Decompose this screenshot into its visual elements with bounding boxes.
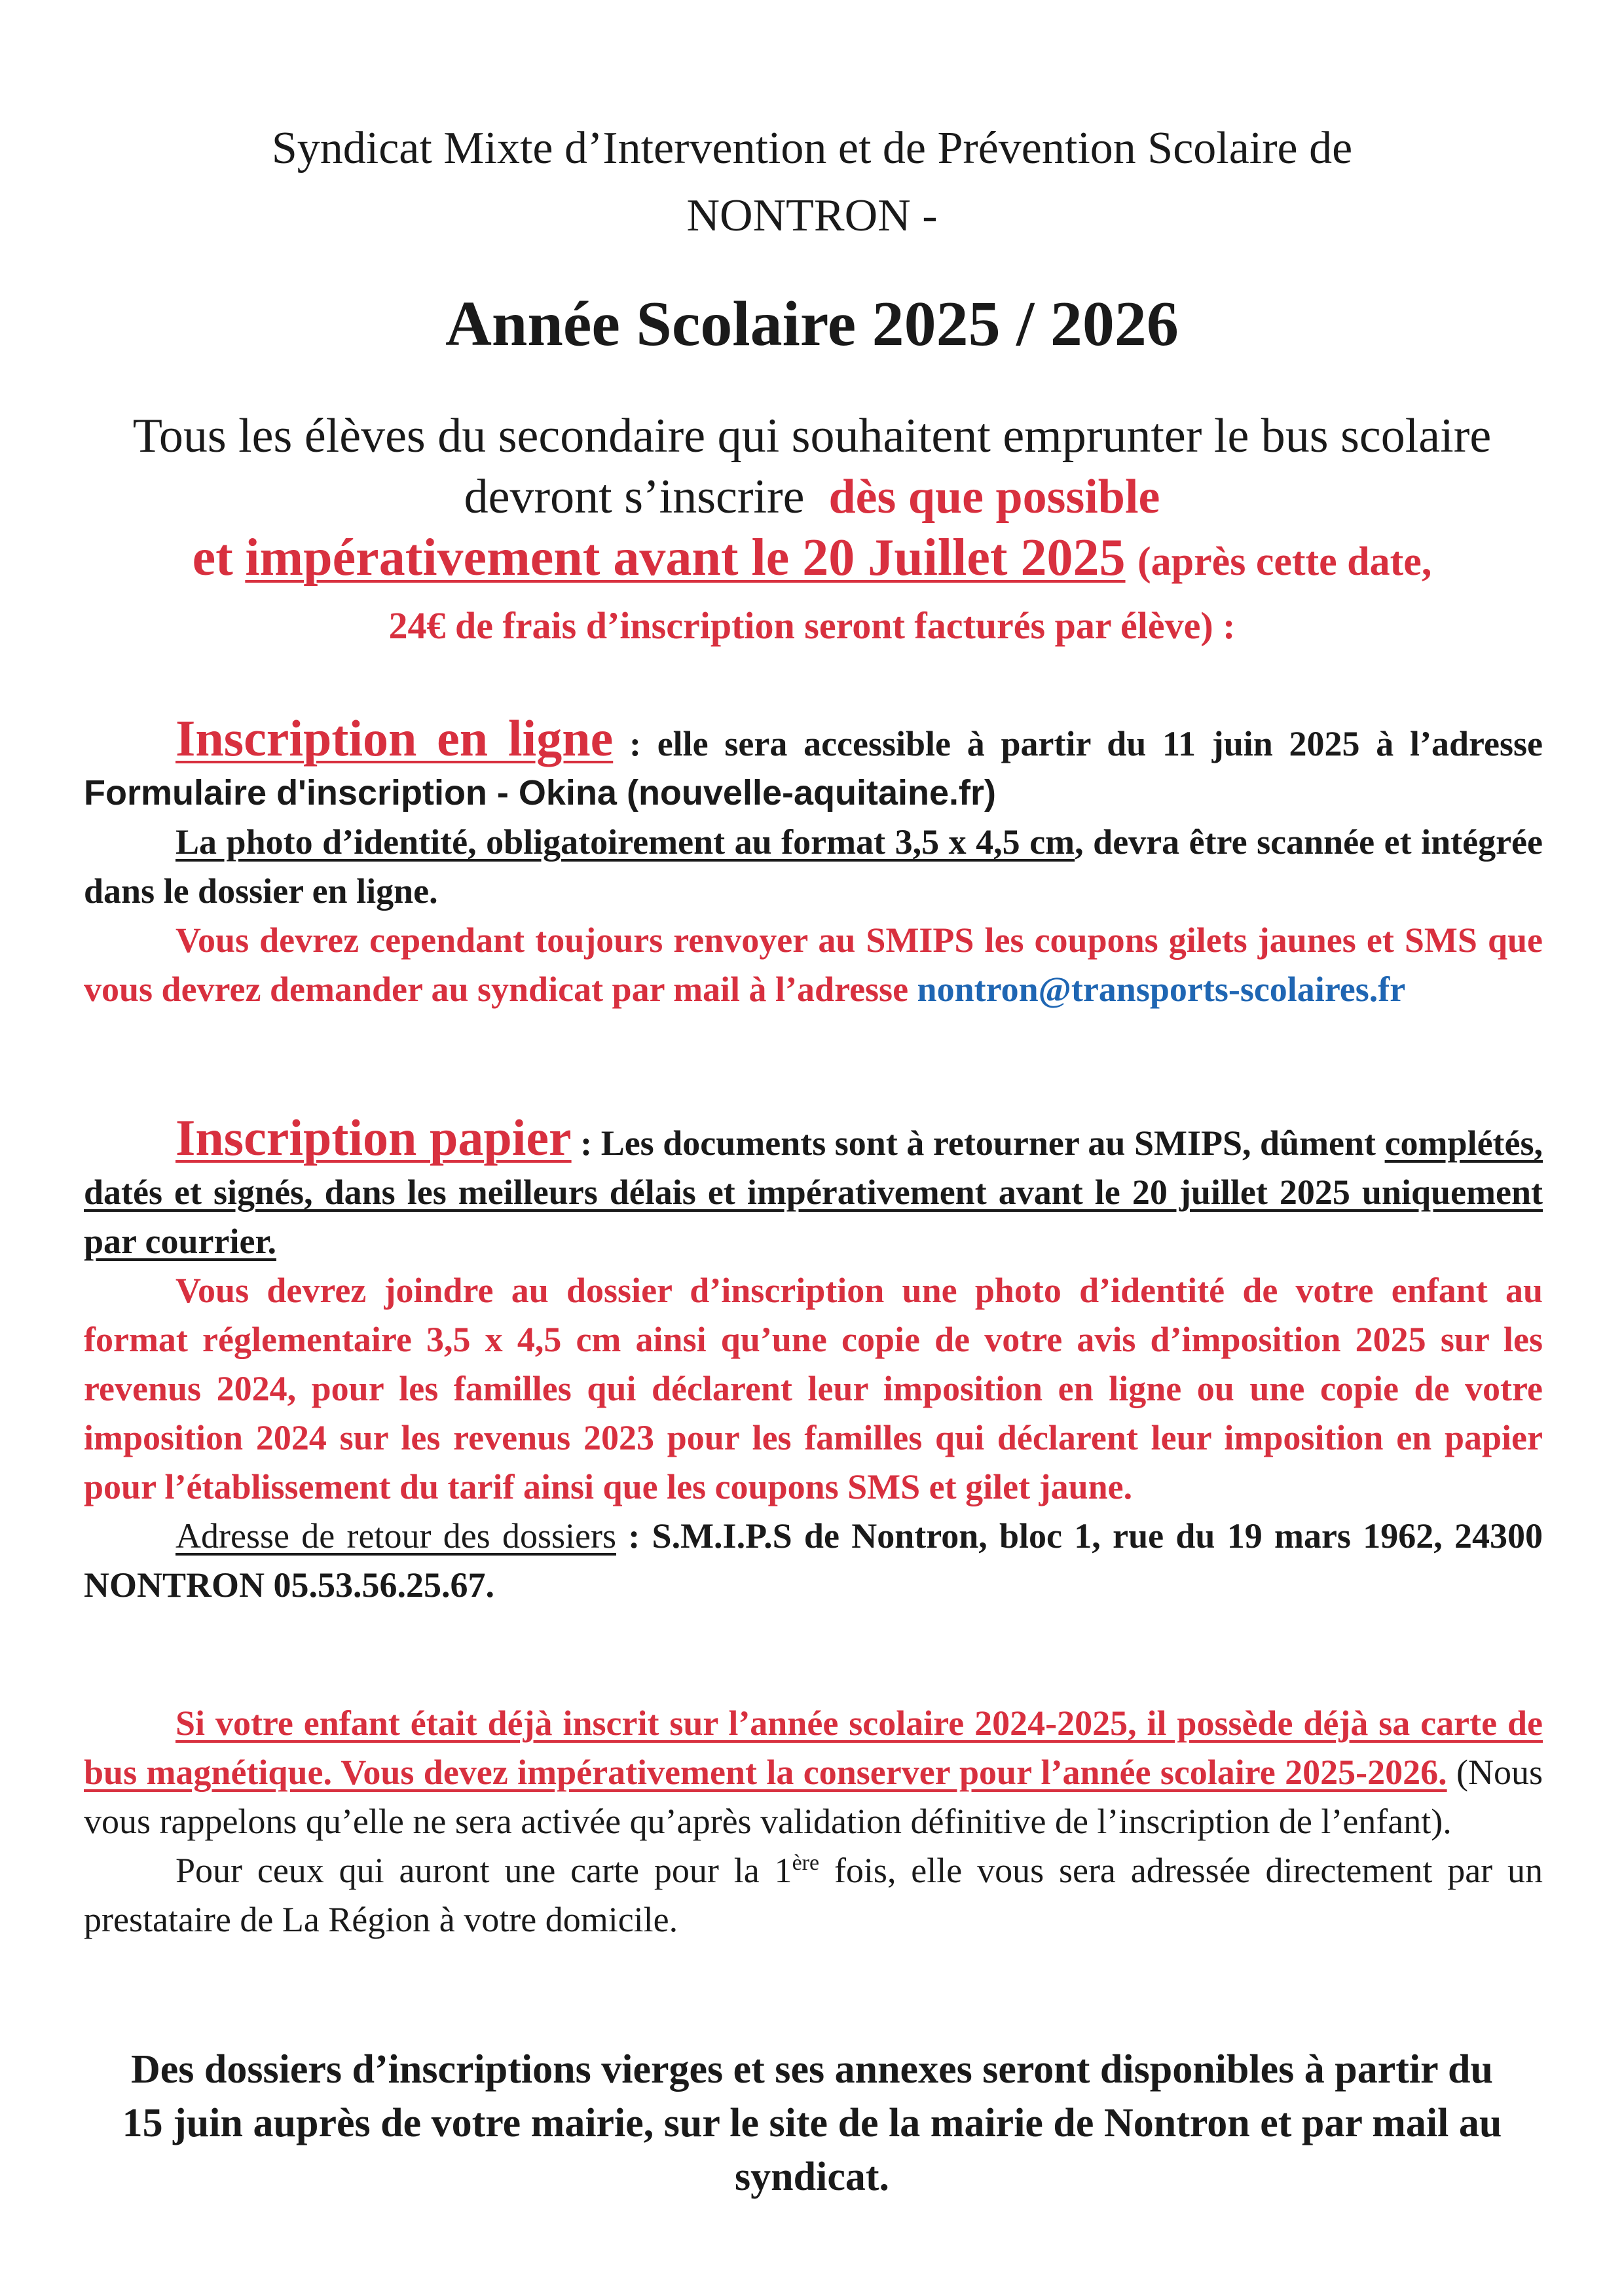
paper-registration-text: : Les documents sont à retourner au SMIPS, dûment xyxy=(580,1123,1376,1163)
paper-registration-title: Inscription papier xyxy=(175,1109,572,1166)
blank-forms-availability: Des dossiers d’inscriptions vierges et ses annexes seront disponibles à partir du 15 juin auprès de votre mairie, sur le site de la mairie de Nontron et par mail au syndicat. xyxy=(122,2047,1502,2199)
photo-scan-instruction: , devra être scannée et intégrée dans le dossier en ligne. xyxy=(84,822,1543,911)
bus-card-activation-reminder: (Nous vous rappelons qu’elle ne sera activée qu’après validation définitive de l’inscription de l’enfant). xyxy=(84,1753,1543,1841)
registration-form-link[interactable]: Formulaire d'inscription - Okina (nouvelle-aquitaine.fr) xyxy=(84,773,997,812)
intro-after-date: (après cette date, xyxy=(1137,539,1432,584)
intro-and: et xyxy=(192,529,233,587)
intro-asap: dès que possible xyxy=(828,470,1160,524)
new-card-text-a: Pour ceux qui auront une carte pour la 1 xyxy=(175,1851,792,1890)
required-documents-notice: Vous devrez joindre au dossier d’inscription une photo d’identité de votre enfant au format réglementaire 3,5 x 4,5 cm ainsi qu’une copie de votre avis d’imposition 2025 sur les revenus 2024, pour les familles qui déclarent leur imposition en ligne ou une copie de votre imposition 2024 sur les revenus 2023 pour les familles qui déclarent leur imposition en papier pour l’établissement du tarif ainsi que les coupons SMS et gilet jaune. xyxy=(84,1271,1543,1506)
organization-name-line1: Syndicat Mixte d’Intervention et de Prévention Scolaire de xyxy=(271,123,1353,173)
intro-deadline: impérativement avant le 20 Juillet 2025 xyxy=(245,529,1126,587)
intro-paragraph xyxy=(98,406,1526,656)
organization-name-line2: NONTRON - xyxy=(686,191,938,241)
online-registration-section xyxy=(84,710,1543,1014)
intro-text: Tous les élèves du secondaire qui souhaitent emprunter le bus scolaire devront s’inscrire xyxy=(132,409,1492,524)
return-address-label: Adresse de retour des dossiers xyxy=(175,1516,616,1556)
paper-registration-section xyxy=(84,1109,1543,1610)
school-year-title: Année Scolaire 2025 / 2026 xyxy=(445,289,1179,359)
coupons-notice: Vous devrez cependant toujours renvoyer au SMIPS les coupons gilets jaunes et SMS que vous devrez demander au syndicat par mail à l’adresse xyxy=(84,920,1543,1009)
syndicate-email-link[interactable]: nontron@transports-scolaires.fr xyxy=(917,970,1406,1009)
online-registration-text: : elle sera accessible à partir du 11 juin 2025 à l’adresse xyxy=(629,724,1543,763)
organization-header xyxy=(131,115,1493,249)
intro-fees: 24€ de frais d’inscription seront facturés par élève) : xyxy=(388,604,1236,647)
online-registration-title: Inscription en ligne xyxy=(175,710,614,767)
paper-deadline-conditions: complétés, datés et signés, dans les meilleurs délais et impérativement avant le 20 juillet 2025 uniquement par courrier. xyxy=(84,1123,1543,1261)
bus-card-keep-notice: Si votre enfant était déjà inscrit sur l’année scolaire 2024-2025, il possède déjà sa carte de bus magnétique. Vous devez impérativement la conserver pour l’année scolaire 2025-2026. xyxy=(84,1704,1543,1792)
first-superscript: ère xyxy=(792,1851,820,1875)
photo-format-requirement: La photo d’identité, obligatoirement au format 3,5 x 4,5 cm xyxy=(175,822,1075,862)
bus-card-section xyxy=(84,1699,1543,1944)
return-address: : S.M.I.P.S de Nontron, bloc 1, rue du 19 mars 1962, 24300 NONTRON 05.53.56.25.67. xyxy=(84,1516,1543,1605)
new-card-text-b: fois, elle vous sera adressée directement par un prestataire de La Région à votre domicile. xyxy=(84,1851,1543,1939)
